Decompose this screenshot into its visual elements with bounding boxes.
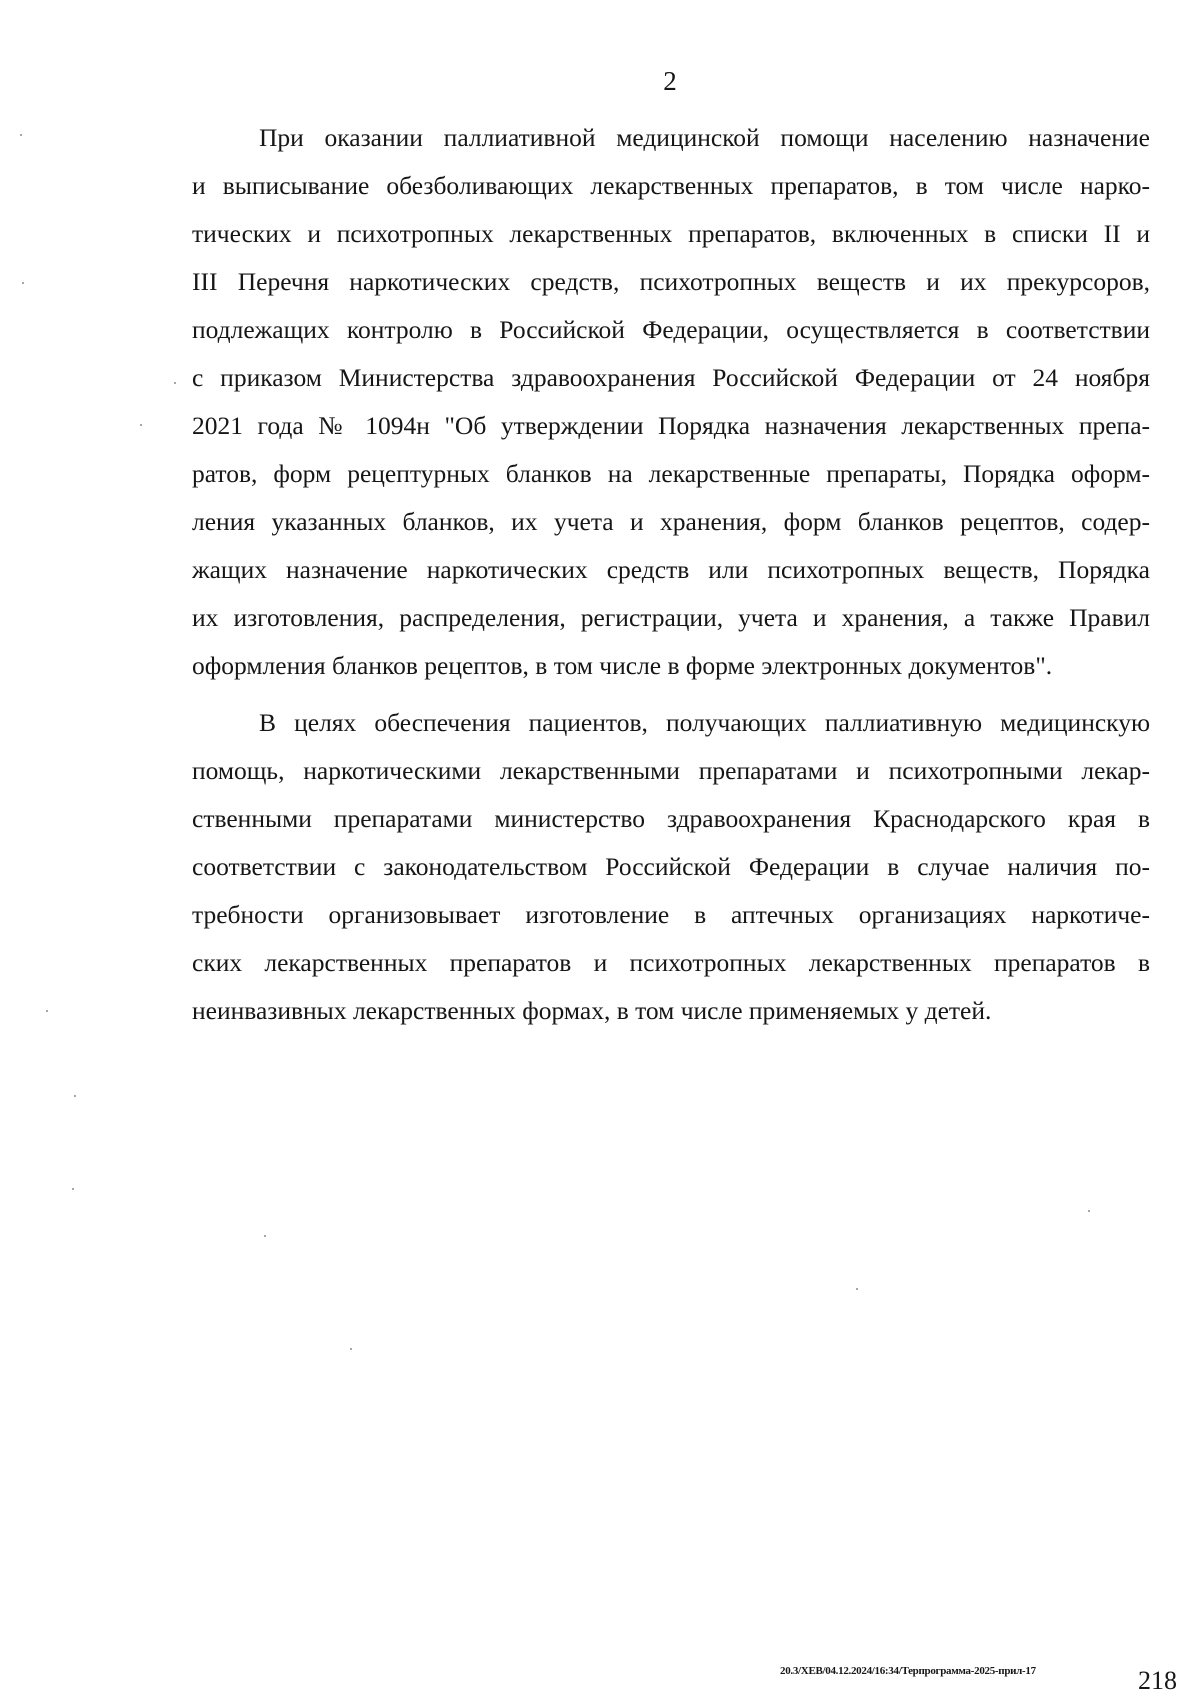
text-line: ственными препаратами министерство здравоохранения Краснодарского края в	[192, 804, 1150, 833]
text-line: ских лекарственных препаратов и психотропных лекарственных препаратов в	[192, 948, 1150, 977]
document-body	[192, 114, 1150, 1044]
scan-speck	[140, 424, 142, 426]
scan-speck	[20, 134, 22, 136]
sheet-number: 218	[1138, 1666, 1177, 1695]
text-line: При оказании паллиативной медицинской помощи населению назначение	[259, 123, 1150, 152]
text-line: оформления бланков рецептов, в том числе в форме электронных документов".	[192, 651, 1053, 680]
text-line: В целях обеспечения пациентов, получающих паллиативную медицинскую	[259, 708, 1150, 737]
scan-speck	[74, 1095, 76, 1097]
scan-speck	[1088, 1210, 1090, 1212]
scan-speck	[22, 282, 24, 284]
paragraph-2	[192, 699, 1150, 1035]
text-line: жащих назначение наркотических средств или психотропных веществ, Порядка	[192, 555, 1150, 584]
scan-speck	[856, 1288, 858, 1290]
text-line: соответствии с законодательством Российской Федерации в случае наличия по-	[192, 852, 1150, 881]
scan-speck	[46, 1010, 48, 1012]
page-number: 2	[663, 66, 677, 96]
text-line: III Перечня наркотических средств, психотропных веществ и их прекурсоров,	[192, 267, 1150, 296]
text-line: требности организовывает изготовление в аптечных организациях наркотиче-	[192, 900, 1150, 929]
scan-speck	[264, 1235, 266, 1237]
paragraph-1	[192, 114, 1150, 690]
text-line: подлежащих контролю в Российской Федерации, осуществляется в соответствии	[192, 315, 1150, 344]
scan-speck	[350, 1348, 352, 1350]
text-line: 2021 года № 1094н "Об утверждении Порядка назначения лекарственных препа-	[192, 411, 1150, 440]
text-line: ления указанных бланков, их учета и хранения, форм бланков рецептов, содер-	[192, 507, 1150, 536]
text-line: и выписывание обезболивающих лекарственных препаратов, в том числе нарко-	[192, 171, 1150, 200]
text-line: неинвазивных лекарственных формах, в том числе применяемых у детей.	[192, 996, 992, 1025]
text-line: тических и психотропных лекарственных препаратов, включенных в списки II и	[192, 219, 1150, 248]
footer-document-code: 20.3/ХЕВ/04.12.2024/16:34/Терпрограмма-2025-прил-17	[780, 1665, 1036, 1677]
text-line: ратов, форм рецептурных бланков на лекарственные препараты, Порядка оформ-	[192, 459, 1150, 488]
text-line: их изготовления, распределения, регистрации, учета и хранения, а также Правил	[192, 603, 1150, 632]
text-line: помощь, наркотическими лекарственными препаратами и психотропными лекар-	[192, 756, 1150, 785]
text-line: с приказом Министерства здравоохранения Российской Федерации от 24 ноября	[192, 363, 1150, 392]
scan-speck	[72, 1188, 74, 1190]
scan-speck	[174, 382, 176, 384]
